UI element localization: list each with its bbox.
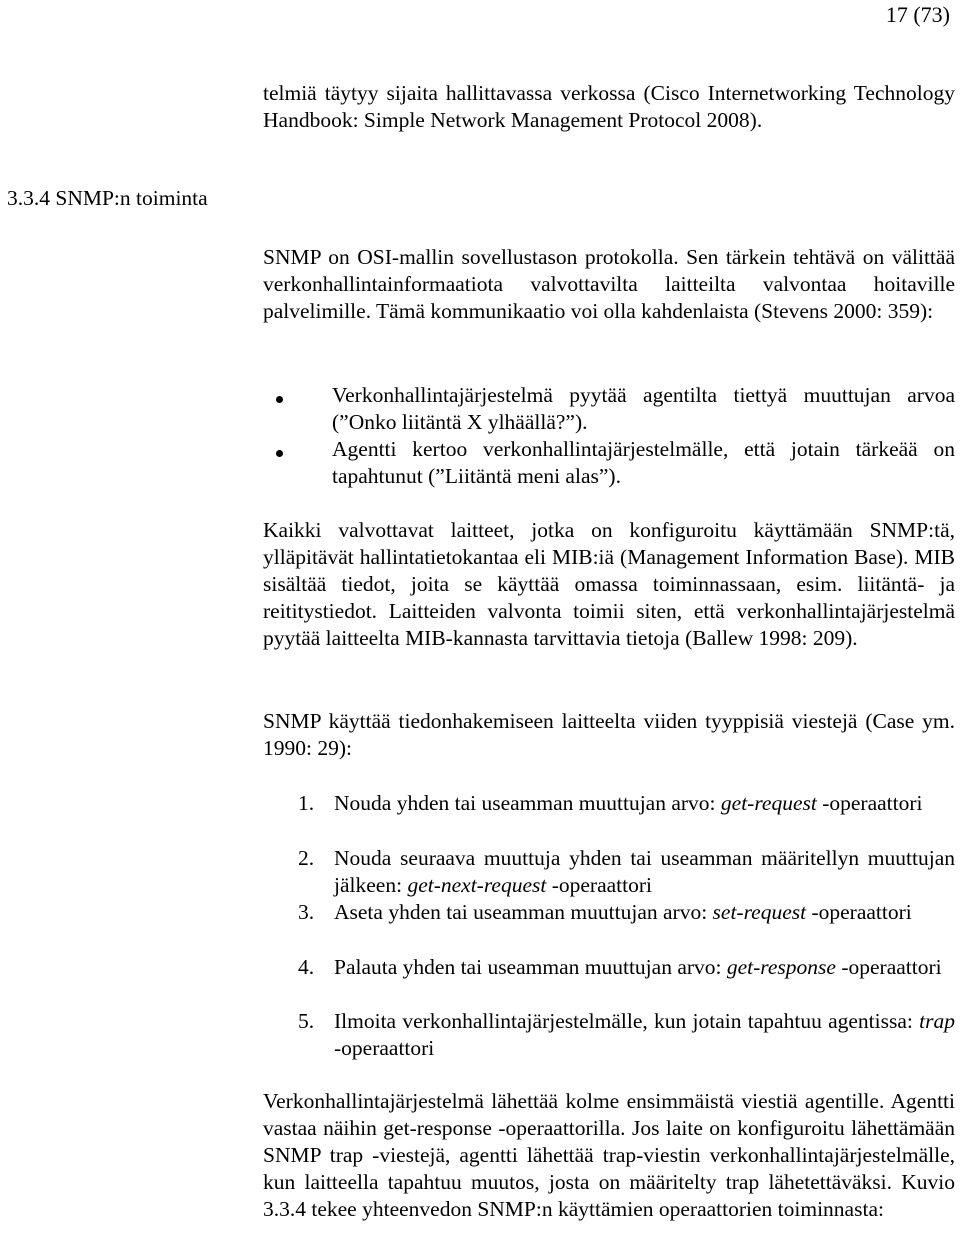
operator-name: get-response [726, 955, 836, 979]
list-number: 5. [298, 1009, 315, 1033]
list-number: 3. [298, 900, 315, 924]
list-number: 4. [298, 955, 315, 979]
list-item-text: Nouda seuraava muuttuja yhden tai useamman määritellyn muuttujan jälkeen: [334, 846, 955, 897]
bullet-icon [276, 450, 283, 457]
list-number: 1. [298, 791, 315, 815]
paragraph-3: SNMP käyttää tiedonhakemiseen laitteelta viiden tyyppisiä viestejä (Case ym. 1990: 29): [263, 709, 955, 760]
list-item-4 [334, 954, 955, 981]
list-item-suffix: -operaattori [816, 791, 923, 815]
list-item-suffix: -operaattori [806, 900, 912, 924]
operator-name: set-request [712, 900, 807, 924]
bullet-icon [276, 396, 283, 403]
list-item-suffix: -operaattori [835, 955, 942, 979]
list-item-text: Ilmoita verkonhallintajärjestelmälle, kun jotain tapahtuu agentissa: [334, 1009, 920, 1033]
operator-name: trap [919, 1009, 955, 1033]
list-number: 2. [298, 846, 315, 870]
list-item-3 [334, 899, 955, 926]
list-item-text: Aseta yhden tai useamman muuttujan arvo: [334, 900, 713, 924]
bullet-item-1: Verkonhallintajärjestelmä pyytää agentilta tiettyä muuttujan arvoa (”Onko liitäntä X ylhäällä?”). [332, 383, 955, 434]
list-item-5 [334, 1008, 955, 1062]
list-item-suffix: -operaattori [334, 1036, 435, 1060]
list-item-text: Nouda yhden tai useamman muuttujan arvo: [334, 791, 721, 815]
paragraph-1: SNMP on OSI-mallin sovellustason protokolla. Sen tärkein tehtävä on välittää verkonhallintainformaatiota valvottavilta laitteilta valvontaa hoitaville palvelimille. Tämä kommunikaatio voi olla kahdenlaista (Stevens 2000: 359): [263, 245, 955, 323]
page-number: 17 (73) [885, 2, 950, 27]
list-item-suffix: -operaattori [546, 873, 652, 897]
section-heading: 3.3.4 SNMP:n toiminta [7, 186, 208, 210]
bullet-item-2: Agentti kertoo verkonhallintajärjestelmälle, että jotain tärkeää on tapahtunut (”Liitäntä meni alas”). [332, 437, 955, 488]
list-item-1 [334, 790, 955, 817]
list-item-2 [334, 845, 955, 899]
intro-paragraph: telmiä täytyy sijaita hallittavassa verkossa (Cisco Internetworking Technology Handbook: Simple Network Management Protocol 2008). [263, 81, 955, 132]
operator-name: get-request [720, 791, 817, 815]
list-item-text: Palauta yhden tai useamman muuttujan arvo: [334, 955, 727, 979]
paragraph-2: Kaikki valvottavat laitteet, jotka on konfiguroitu käyttämään SNMP:tä, ylläpitävät hallintatietokantaa eli MIB:iä (Management Information Base). MIB sisältää tiedot, joita se käyttää omassa toiminnassaan, esim. liitäntä- ja reititystiedot. Laitteiden valvonta toimii siten, että verkonhallintajärjestelmä pyytää laitteelta MIB-kannasta tarvittavia tietoja (Ballew 1998: 209). [263, 518, 955, 650]
operator-name: get-next-request [407, 873, 547, 897]
paragraph-4: Verkonhallintajärjestelmä lähettää kolme ensimmäistä viestiä agentille. Agentti vastaa näihin get-response -operaattorilla. Jos laite on konfiguroitu lähettämään SNMP trap -viestejä, agentti lähettää trap-viestin verkonhallintajärjestelmälle, kun laitteella tapahtuu muutos, josta on määritelty trap lähetettäväksi. Kuvio 3.3.4 tekee yhteenvedon SNMP:n käyttämien operaattorien toiminnasta: [263, 1089, 955, 1221]
